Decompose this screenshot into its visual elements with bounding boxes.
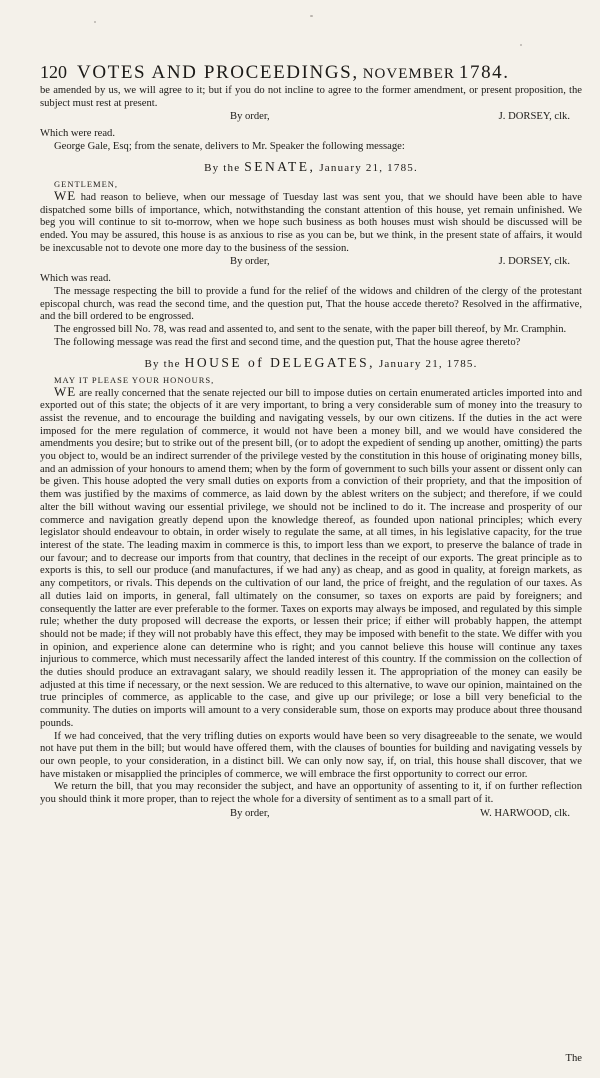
- clerk-signature: J. DORSEY, clk.: [498, 111, 570, 123]
- paper-speck: [310, 15, 313, 17]
- signature-line: [40, 807, 582, 820]
- salutation: MAY IT PLEASE YOUR HONOURS,: [54, 374, 215, 385]
- by-order-label: By order,: [230, 111, 270, 123]
- paragraph: [40, 337, 582, 350]
- paragraph-text: Which was read.: [40, 273, 111, 285]
- paragraph-text: The message respecting the bill to provide a fund for the relief of the widows and children of the clergy of the protestant episcopal church, was read the second time, and the question put, That the house accede thereto? Resolved in the affirmative, and the bill ordered to be engrossed.: [40, 286, 582, 323]
- lead-word: WE: [54, 187, 77, 203]
- paragraph: [40, 286, 582, 324]
- paragraph: [40, 187, 582, 256]
- paragraph-text: George Gale, Esq; from the senate, delivers to Mr. Speaker the following message:: [54, 141, 405, 153]
- signature-line: [40, 255, 582, 268]
- paragraph-text: We return the bill, that you may reconsider the subject, and have an opportunity of assenting to it, if on further reflection you should think it more proper, than to reject the whole for a diversity of sentiment as to a small part of it.: [40, 781, 582, 806]
- paragraph: [40, 781, 582, 806]
- paragraph-text: had reason to believe, when our message of Tuesday last was sent you, that we should have been able to have dispatched some bills of importance, which, notwithstanding the constant attention of this house, yet remain unfinished. We beg you will continue to sit to-morrow, when we hope such business as both houses must wish should be discussed will be ended. You may be assured, this house is as anxious to rise as you can be, but we think, in the present state of affairs, it would be inexcusable not to devote one more day to the business of the session.: [40, 191, 582, 254]
- page-header: [40, 62, 582, 84]
- paragraph: [40, 128, 582, 141]
- by-order-label: By order,: [230, 807, 270, 819]
- running-month: NOVEMBER: [362, 66, 455, 82]
- paragraph-text: are really concerned that the senate rejected our bill to impose duties on certain enumerated articles imported into and exported out of this state; the objects of it are very important, to bring a very considerable sum of money into the treasury to assist the revenue, and to encourage the building and navigating vessels, by our own citizens. If the duties in the act were imposed for the mere regulation of commerce, it would not have been a money bill, and we would have considered the amendments you desire; but to strike out of the present bill, (or to adopt the expedient of sending up another, omitting) the parts you object to, would be an indirect surrender of the privilege vested by the constitution in this house of originating money bills, and an admission of your honours to amend them; when by the form of government to such bills your assent or dissent only can be given. This house adopted the very small duties on exports from a conviction of their propriety, and that the imposition of them was justified by the maxims of commerce, as laid down by the ablest writers on the subject; and therefore, if we could alter the bill without waving our essential privilege, we should not be inclined to do it. The increase and prosperity of our commerce and navigation greatly depend upon the knowledge thereof, as founded upon national principles; which every legislator should endeavour to obtain, in order wisely to regulate the same, at all times, in his legislative capacity, for the true interest of the state. The leading maxim in commerce is this, to import less than we export, to preserve the balance of trade in our favour; and to decrease our imports from that country, that declines in the receipt of our exports. The great principle as to exports is this, to sell our produce (and manufactures, if we had any) as cheap, and as good in quality, at foreign markets, as any competitors, or rivals. This depends on the cultivation of our land, the price of freight, and the regulation of our taxes. As all duties laid on imports, in general, fall ultimately on the consumer, so taxes on exports are paid by foreigners; and consequently the latter are ever preferable to the former. Taxes on exports may always be imposed, and regulated by this simple rule; whether the duty proposed will decrease the exports, or lessen their price; if either will probably happen, the attempt should not be made; if they will not probably have this effect, they may be imposed with benefit to the state. We differ with you in opinion, and experience alone can determine who is right; and you cannot believe this house will continue any taxes injurious to commerce, which must necessarily affect the landed interest of this country. If the commission on the collection of the duties should produce an extravagant salary, we should readily lessen it. The appropriation of the money can easily be adjusted at this time if necessary, or the next session. We are reduced to this alternative, to wave our opinion, maintained on the true principles of commerce, as applicable to the case, and give up our privilege; or lose a bill very beneficial to the community. The duties on imports will amount to a very considerable sum, those on exports may produce about three thousand pounds.: [40, 387, 582, 729]
- heading-date: January 21, 1785.: [319, 161, 418, 174]
- clerk-signature: W. HARWOOD, clk.: [480, 807, 570, 819]
- heading-prefix: By the: [204, 161, 241, 174]
- heading-body-name: SENATE,: [244, 158, 316, 174]
- paragraph: [40, 324, 582, 337]
- paragraph-text: Which were read.: [40, 128, 115, 140]
- running-title: VOTES AND PROCEEDINGS,: [77, 62, 359, 83]
- heading-date: January 21, 1785.: [378, 357, 478, 370]
- signature-line: [40, 110, 582, 123]
- lead-word: WE: [54, 383, 77, 399]
- paragraph: [40, 141, 582, 154]
- page-number: 120: [40, 62, 67, 82]
- paragraph-text: The engrossed bill No. 78, was read and assented to, and sent to the senate, with the paper bill thereof, by Mr. Cramphin.: [54, 324, 567, 336]
- by-order-label: By order,: [230, 256, 270, 268]
- paragraph: [40, 273, 582, 286]
- paper-speck: [520, 44, 522, 46]
- paragraph: [40, 85, 582, 110]
- heading-prefix: By the: [144, 357, 181, 370]
- paragraph-text: If we had conceived, that the very trifling duties on exports would have been so very disagreeable to the senate, we would not have put them in the bill; but would have offered them, with the clauses of bounties for building and navigating vessels by our own people, to your consideration, in a distinct bill. We can only now say, if, on trial, this house shall discover, that we have mistaken or misapplied the principles of commerce, we will embrace the first opportunity to correct our error.: [40, 730, 582, 780]
- message-heading: [40, 355, 582, 372]
- catchword: The: [565, 1053, 582, 1064]
- paper-speck: [94, 21, 96, 23]
- paragraph: [40, 731, 582, 782]
- paragraph-text: The following message was read the first and second time, and the question put, That the house agree thereto?: [54, 336, 521, 348]
- message-heading: [40, 159, 582, 176]
- heading-body-name: HOUSE of DELEGATES,: [184, 354, 375, 370]
- document-body: [40, 85, 582, 820]
- paragraph-text: be amended by us, we will agree to it; but if you do not incline to agree to the former amendment, or present proposition, the subject must rest at present.: [40, 85, 582, 109]
- paragraph: [40, 383, 582, 731]
- clerk-signature: J. DORSEY, clk.: [498, 256, 570, 268]
- salutation: GENTLEMEN,: [54, 178, 119, 189]
- running-year: 1784.: [458, 62, 510, 83]
